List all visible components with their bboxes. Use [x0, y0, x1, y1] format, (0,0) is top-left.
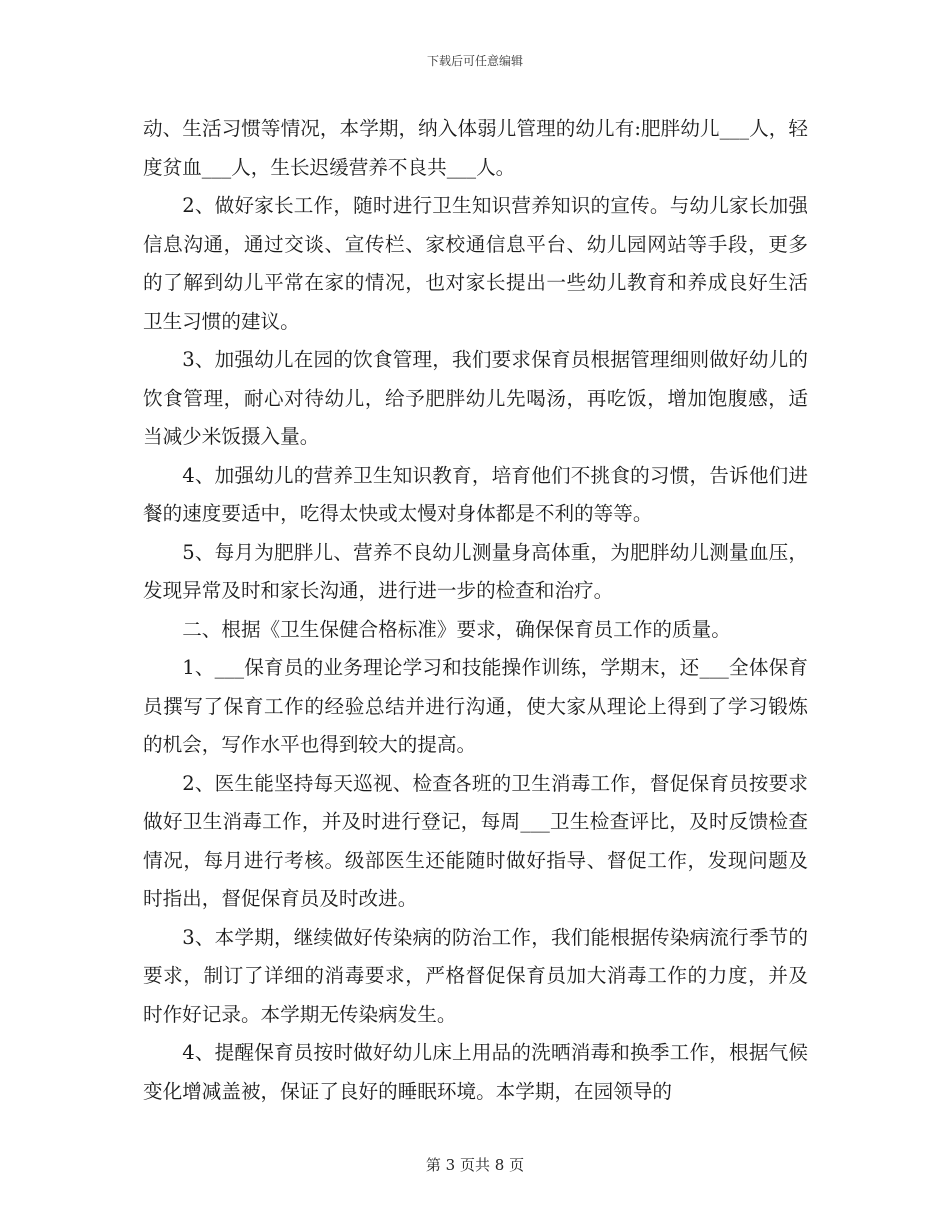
- paragraph-3: 3、加强幼儿在园的饮食管理，我们要求保育员根据管理细则做好幼儿的饮食管理，耐心对待幼儿，给予肥胖幼儿先喝汤，再吃饭，增加饱腹感，适当减少米饭摄入量。: [143, 348, 808, 448]
- page-header: 下载后可任意编辑: [426, 54, 523, 68]
- paragraph-1: 动、生活习惯等情况，本学期，纳入体弱儿管理的幼儿有:肥胖幼儿___人，轻度贫血___人，生长迟缓营养不良共___人。: [143, 117, 808, 179]
- paragraph-5: 5、每月为肥胖儿、营养不良幼儿测量身高体重，为肥胖幼儿测量血压，发现异常及时和家长沟通，进行进一步的检查和治疗。: [143, 540, 808, 602]
- paragraph-6: 1、___保育员的业务理论学习和技能操作训练，学期末，还___全体保育员撰写了保育工作的经验总结并进行沟通，使大家从理论上得到了学习锻炼的机会，写作水平也得到较大的提高。: [143, 656, 808, 756]
- page-footer: 第 3 页共 8 页: [425, 1156, 525, 1174]
- paragraph-7: 2、医生能坚持每天巡视、检查各班的卫生消毒工作，督促保育员按要求做好卫生消毒工作，并及时进行登记，每周___卫生检查评比，及时反馈检查情况，每月进行考核。级部医生还能随时做好指导、督促工作，发现问题及时指出，督促保育员及时改进。: [143, 771, 808, 910]
- paragraph-9: 4、提醒保育员按时做好幼儿床上用品的洗晒消毒和换季工作，根据气候变化增减盖被，保证了良好的睡眠环境。本学期，在园领导的: [143, 1041, 808, 1103]
- section-heading: 二、根据《卫生保健合格标准》要求，确保保育员工作的质量。: [182, 617, 731, 641]
- paragraph-4: 4、加强幼儿的营养卫生知识教育，培育他们不挑食的习惯，告诉他们进餐的速度要适中，吃得太快或太慢对身体都是不利的等等。: [143, 463, 808, 525]
- paragraph-2: 2、做好家长工作，随时进行卫生知识营养知识的宣传。与幼儿家长加强信息沟通，通过交谈、宣传栏、家校通信息平台、幼儿园网站等手段，更多的了解到幼儿平常在家的情况，也对家长提出一些幼儿教育和养成良好生活卫生习惯的建议。: [143, 194, 808, 333]
- paragraph-8: 3、本学期，继续做好传染病的防治工作，我们能根据传染病流行季节的要求，制订了详细的消毒要求，严格督促保育员加大消毒工作的力度，并及时作好记录。本学期无传染病发生。: [143, 925, 808, 1026]
- document-body: [143, 110, 808, 1111]
